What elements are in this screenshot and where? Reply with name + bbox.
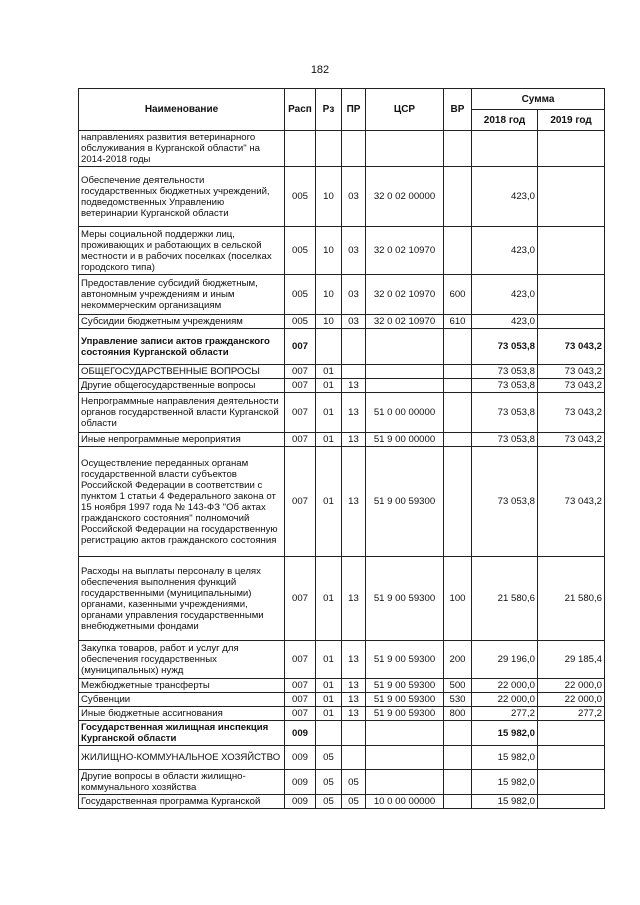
row-csr: 51 9 00 59300: [366, 557, 444, 641]
row-pr: 03: [342, 275, 366, 315]
row-rasp: 009: [285, 746, 316, 770]
row-sum-2019: 22 000,0: [538, 679, 605, 693]
row-sum-2018: 277,2: [472, 707, 538, 721]
row-csr: 32 0 02 10970: [366, 275, 444, 315]
row-vr: 610: [444, 315, 472, 329]
row-vr: [444, 746, 472, 770]
table-row: [79, 365, 605, 379]
row-sum-2018: 21 580,6: [472, 557, 538, 641]
table-row: [79, 707, 605, 721]
table-row: [79, 167, 605, 227]
row-sum-2019: [538, 131, 605, 167]
row-vr: [444, 393, 472, 433]
row-name: Меры социальной поддержки лиц, проживающих и работающих в сельской местности и в рабочих поселках (поселках городского типа): [79, 227, 285, 275]
table-row: [79, 679, 605, 693]
row-name: Осуществление переданных органам государственной власти субъектов Российской Федерации в соответствии с пунктом 1 статьи 4 Федерального закона от 15 ноября 1997 года № 143-ФЗ "Об актах гражданского состояния" полномочий Российской Федерации на государственную регистрацию актов гражданского состояния: [79, 447, 285, 557]
row-sum-2018: 73 053,8: [472, 379, 538, 393]
row-sum-2019: [538, 746, 605, 770]
row-name: Другие общегосударственные вопросы: [79, 379, 285, 393]
row-sum-2019: 73 043,2: [538, 393, 605, 433]
row-pr: 05: [342, 770, 366, 795]
row-rasp: 009: [285, 795, 316, 809]
row-rz: 01: [316, 379, 342, 393]
row-pr: [342, 329, 366, 365]
row-vr: [444, 329, 472, 365]
row-vr: [444, 721, 472, 746]
row-sum-2019: 29 185,4: [538, 641, 605, 679]
row-sum-2019: 22 000,0: [538, 693, 605, 707]
header-rz: Рз: [316, 89, 342, 131]
row-name: ЖИЛИЩНО-КОММУНАЛЬНОЕ ХОЗЯЙСТВО: [79, 746, 285, 770]
row-sum-2019: 277,2: [538, 707, 605, 721]
row-sum-2018: 29 196,0: [472, 641, 538, 679]
row-sum-2018: [472, 131, 538, 167]
row-pr: 13: [342, 707, 366, 721]
row-vr: [444, 433, 472, 447]
header-sum: Сумма: [472, 89, 605, 110]
row-sum-2018: 73 053,8: [472, 365, 538, 379]
row-csr: 51 9 00 59300: [366, 447, 444, 557]
row-name: Управление записи актов гражданского состояния Курганской области: [79, 329, 285, 365]
row-rasp: 007: [285, 557, 316, 641]
row-pr: 13: [342, 679, 366, 693]
row-rasp: 007: [285, 693, 316, 707]
row-sum-2019: 73 043,2: [538, 365, 605, 379]
row-pr: [342, 131, 366, 167]
table-row: [79, 131, 605, 167]
row-vr: 800: [444, 707, 472, 721]
row-rz: 10: [316, 315, 342, 329]
row-pr: 13: [342, 557, 366, 641]
row-rz: [316, 721, 342, 746]
row-rz: 10: [316, 167, 342, 227]
row-sum-2018: 22 000,0: [472, 679, 538, 693]
row-name: Иные бюджетные ассигнования: [79, 707, 285, 721]
row-rz: 10: [316, 227, 342, 275]
row-sum-2018: 73 053,8: [472, 329, 538, 365]
row-vr: [444, 365, 472, 379]
row-rz: 05: [316, 795, 342, 809]
header-2018: 2018 год: [472, 110, 538, 131]
row-rz: 10: [316, 275, 342, 315]
row-sum-2019: [538, 315, 605, 329]
row-sum-2019: 21 580,6: [538, 557, 605, 641]
row-csr: [366, 329, 444, 365]
row-pr: [342, 746, 366, 770]
row-rasp: 005: [285, 315, 316, 329]
page-number: 182: [310, 64, 330, 76]
row-vr: [444, 227, 472, 275]
row-sum-2019: [538, 275, 605, 315]
row-csr: [366, 365, 444, 379]
header-pr: ПР: [342, 89, 366, 131]
row-rz: 01: [316, 447, 342, 557]
row-sum-2019: [538, 167, 605, 227]
row-rz: 01: [316, 433, 342, 447]
row-sum-2019: 73 043,2: [538, 379, 605, 393]
header-2019: 2019 год: [538, 110, 605, 131]
row-csr: 51 9 00 59300: [366, 641, 444, 679]
row-rasp: 007: [285, 641, 316, 679]
row-sum-2018: 15 982,0: [472, 746, 538, 770]
row-sum-2018: 423,0: [472, 227, 538, 275]
row-rz: [316, 329, 342, 365]
row-name: ОБЩЕГОСУДАРСТВЕННЫЕ ВОПРОСЫ: [79, 365, 285, 379]
row-csr: [366, 770, 444, 795]
row-rz: 01: [316, 365, 342, 379]
table-body: [79, 131, 605, 809]
row-csr: [366, 746, 444, 770]
table-row: [79, 329, 605, 365]
row-sum-2018: 423,0: [472, 167, 538, 227]
header-rasp: Расп: [285, 89, 316, 131]
row-sum-2018: 423,0: [472, 275, 538, 315]
table-row: [79, 433, 605, 447]
row-pr: 03: [342, 315, 366, 329]
row-name: Непрограммные направления деятельности органов государственной власти Курганской области: [79, 393, 285, 433]
row-csr: 51 0 00 00000: [366, 393, 444, 433]
row-name: Субсидии бюджетным учреждениям: [79, 315, 285, 329]
row-sum-2019: 73 043,2: [538, 433, 605, 447]
row-sum-2018: 15 982,0: [472, 721, 538, 746]
row-rz: [316, 131, 342, 167]
row-csr: 51 9 00 00000: [366, 433, 444, 447]
row-csr: 51 9 00 59300: [366, 707, 444, 721]
row-rz: 01: [316, 641, 342, 679]
row-vr: [444, 795, 472, 809]
row-pr: [342, 365, 366, 379]
row-sum-2019: [538, 227, 605, 275]
table-row: [79, 641, 605, 679]
table-row: [79, 721, 605, 746]
row-rasp: 007: [285, 393, 316, 433]
row-csr: 10 0 00 00000: [366, 795, 444, 809]
row-rz: 05: [316, 746, 342, 770]
row-rz: 01: [316, 693, 342, 707]
table-row: [79, 275, 605, 315]
row-csr: 51 9 00 59300: [366, 679, 444, 693]
row-rasp: 007: [285, 433, 316, 447]
header-name: Наименование: [79, 89, 285, 131]
row-pr: 03: [342, 167, 366, 227]
row-sum-2018: 15 982,0: [472, 795, 538, 809]
row-rz: 01: [316, 393, 342, 433]
row-rasp: 007: [285, 365, 316, 379]
row-vr: 600: [444, 275, 472, 315]
row-name: Субвенции: [79, 693, 285, 707]
table-row: [79, 227, 605, 275]
row-name: Обеспечение деятельности государственных бюджетных учреждений, подведомственных Управлению ветеринарии Курганской области: [79, 167, 285, 227]
budget-table: [78, 88, 605, 809]
row-name: Межбюджетные трансферты: [79, 679, 285, 693]
row-csr: 32 0 02 00000: [366, 167, 444, 227]
table-row: [79, 770, 605, 795]
row-vr: 200: [444, 641, 472, 679]
row-vr: [444, 131, 472, 167]
row-pr: 13: [342, 433, 366, 447]
row-rasp: 007: [285, 707, 316, 721]
table-row: [79, 693, 605, 707]
header-csr: ЦСР: [366, 89, 444, 131]
row-name: Иные непрограммные мероприятия: [79, 433, 285, 447]
table-row: [79, 393, 605, 433]
row-csr: 51 9 00 59300: [366, 693, 444, 707]
row-rasp: 005: [285, 167, 316, 227]
row-pr: 13: [342, 693, 366, 707]
row-rasp: 005: [285, 227, 316, 275]
row-rasp: 007: [285, 679, 316, 693]
header-vr: ВР: [444, 89, 472, 131]
row-vr: [444, 379, 472, 393]
row-sum-2018: 15 982,0: [472, 770, 538, 795]
row-sum-2019: 73 043,2: [538, 447, 605, 557]
table-row: [79, 557, 605, 641]
row-rasp: 005: [285, 275, 316, 315]
row-sum-2019: [538, 770, 605, 795]
row-name: направлениях развития ветеринарного обслуживания в Курганской области" на 2014-2018 годы: [79, 131, 285, 167]
row-rasp: 009: [285, 770, 316, 795]
row-name: Закупка товаров, работ и услуг для обеспечения государственных (муниципальных) нужд: [79, 641, 285, 679]
row-sum-2019: [538, 721, 605, 746]
table-row: [79, 795, 605, 809]
row-pr: [342, 721, 366, 746]
row-name: Предоставление субсидий бюджетным, автономным учреждениям и иным некоммерческим организациям: [79, 275, 285, 315]
row-pr: 03: [342, 227, 366, 275]
table-row: [79, 315, 605, 329]
row-pr: 05: [342, 795, 366, 809]
row-pr: 13: [342, 393, 366, 433]
row-rasp: [285, 131, 316, 167]
row-pr: 13: [342, 447, 366, 557]
row-rz: 01: [316, 557, 342, 641]
row-vr: [444, 167, 472, 227]
table-row: [79, 379, 605, 393]
row-sum-2018: 73 053,8: [472, 393, 538, 433]
row-name: Другие вопросы в области жилищно-коммунального хозяйства: [79, 770, 285, 795]
row-vr: 100: [444, 557, 472, 641]
row-csr: 32 0 02 10970: [366, 315, 444, 329]
row-rz: 01: [316, 707, 342, 721]
row-csr: [366, 379, 444, 393]
row-rasp: 007: [285, 329, 316, 365]
row-sum-2019: 73 043,2: [538, 329, 605, 365]
row-rz: 01: [316, 679, 342, 693]
row-sum-2019: [538, 795, 605, 809]
row-vr: 500: [444, 679, 472, 693]
row-sum-2018: 423,0: [472, 315, 538, 329]
row-csr: [366, 131, 444, 167]
row-rasp: 009: [285, 721, 316, 746]
row-vr: 530: [444, 693, 472, 707]
row-vr: [444, 447, 472, 557]
row-pr: 13: [342, 641, 366, 679]
row-name: Государственная программа Курганской: [79, 795, 285, 809]
row-sum-2018: 73 053,8: [472, 447, 538, 557]
row-pr: 13: [342, 379, 366, 393]
row-rasp: 007: [285, 379, 316, 393]
row-rasp: 007: [285, 447, 316, 557]
table-row: [79, 746, 605, 770]
table-row: [79, 447, 605, 557]
row-rz: 05: [316, 770, 342, 795]
row-vr: [444, 770, 472, 795]
row-name: Расходы на выплаты персоналу в целях обеспечения выполнения функций государственными (муниципальными) органами, казенными учреждениями, органами управления государственными внебюджетными фондами: [79, 557, 285, 641]
row-sum-2018: 22 000,0: [472, 693, 538, 707]
row-csr: [366, 721, 444, 746]
row-csr: 32 0 02 10970: [366, 227, 444, 275]
row-sum-2018: 73 053,8: [472, 433, 538, 447]
row-name: Государственная жилищная инспекция Курганской области: [79, 721, 285, 746]
